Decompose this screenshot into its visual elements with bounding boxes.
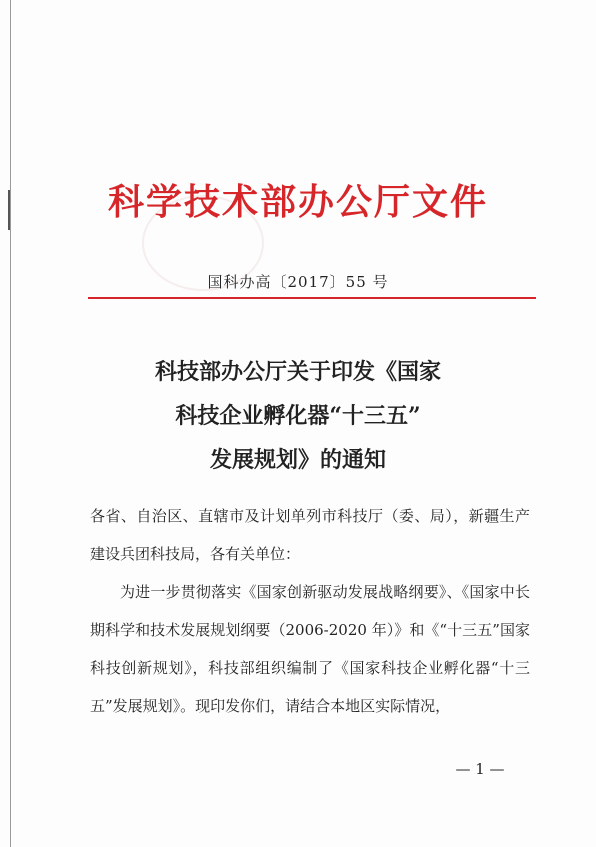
- notice-title-line-3: 发展规划》的通知: [209, 447, 386, 473]
- document-body: [90, 497, 530, 725]
- notice-title-line-2: 科技企业孵化器“十三五”: [175, 403, 421, 429]
- notice-title: [0, 350, 596, 482]
- document-header-title: 科学技术部办公厅文件: [107, 181, 488, 223]
- notice-title-line-1: 科技部办公厅关于印发《国家: [154, 359, 441, 385]
- document-number: 国科办高〔2017〕55 号: [207, 273, 389, 291]
- red-separator-line: [88, 297, 536, 299]
- body-paragraph: 为进一步贯彻落实《国家创新驱动发展战略纲要》、《国家中长期科学和技术发展规划纲要（2006-2020 年）》和《“十三五”国家科技创新规划》，科技部组织编制了《国家科技企业孵化器“十三五”发展规划》。现印发你们，请结合本地区实际情况，: [90, 583, 530, 715]
- addressee-paragraph: 各省、自治区、直辖市及计划单列市科技厅（委、局），新疆生产建设兵团科技局，各有关单位：: [90, 507, 530, 563]
- page-number: — 1 —: [455, 760, 505, 778]
